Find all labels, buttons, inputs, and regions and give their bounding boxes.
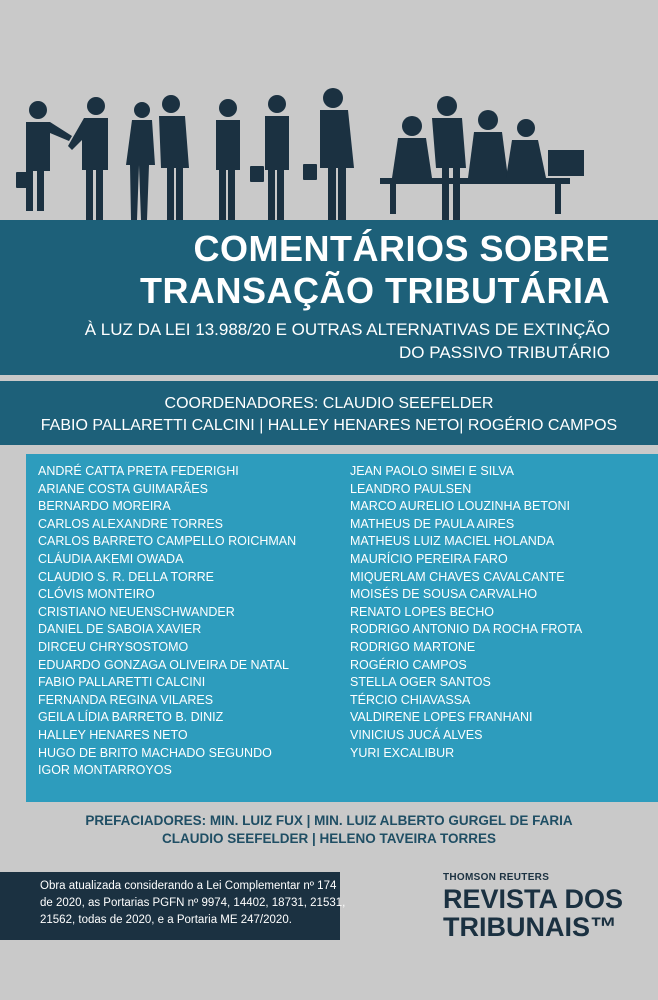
book-subtitle-line2: DO PASSIVO TRIBUTÁRIO — [399, 343, 610, 362]
author-name: CARLOS BARRETO CAMPELLO ROICHMAN — [38, 534, 297, 549]
author-name: JEAN PAOLO SIMEI E SILVA — [350, 464, 514, 478]
authors-box — [26, 454, 658, 802]
book-title-line2: TRANSAÇÃO TRIBUTÁRIA — [140, 270, 610, 311]
author-name: IGOR MONTARROYOS — [38, 763, 172, 778]
authors-column-right — [350, 463, 582, 762]
author-name: MAURÍCIO PEREIRA FARO — [350, 551, 508, 566]
author-name: FERNANDA REGINA VILARES — [38, 692, 214, 707]
author-name: GEILA LÍDIA BARRETO B. DINIZ — [38, 710, 224, 725]
author-name: STELLA OGER SANTOS — [350, 675, 491, 690]
publisher-logo — [443, 872, 623, 941]
author-name: RODRIGO MARTONE — [350, 639, 476, 654]
update-note-line2: de 2020, as Portarias PGFN nº 9974, 14402, 18731, 21531, — [40, 897, 346, 909]
author-name: BERNARDO MOREIRA — [38, 499, 171, 514]
author-name: HUGO DE BRITO MACHADO SEGUNDO — [38, 745, 272, 760]
author-name: VINICIUS JUCÁ ALVES — [350, 727, 483, 742]
authors-column-left — [38, 463, 296, 780]
author-name: MATHEUS DE PAULA AIRES — [350, 516, 515, 531]
author-name: CLÁUDIA AKEMI OWADA — [38, 551, 184, 566]
coordinators-line2: FABIO PALLARETTI CALCINI | HALLEY HENARES NETO| ROGÉRIO CAMPOS — [40, 417, 618, 434]
author-name: ANDRÉ CATTA PRETA FEDERIGHI — [38, 464, 239, 478]
publisher-name-line1: REVISTA DOS — [443, 884, 624, 914]
prefacers-line1: PREFACIADORES: MIN. LUIZ FUX | MIN. LUIZ ALBERTO GURGEL DE FARIA — [85, 813, 573, 828]
author-name: RODRIGO ANTONIO DA ROCHA FROTA — [350, 622, 583, 637]
author-name: EDUARDO GONZAGA OLIVEIRA DE NATAL — [38, 657, 289, 672]
author-name: MOISÉS DE SOUSA CARVALHO — [350, 587, 538, 602]
update-note-box — [0, 872, 346, 940]
author-name: CLÓVIS MONTEIRO — [38, 587, 155, 602]
author-name: CLAUDIO S. R. DELLA TORRE — [38, 569, 214, 584]
coordinators-line1: COORDENADORES: CLAUDIO SEEFELDER — [164, 395, 494, 412]
prefacers-line2: CLAUDIO SEEFELDER | HELENO TAVEIRA TORRES — [161, 831, 497, 846]
author-name: DIRCEU CHRYSOSTOMO — [38, 639, 189, 654]
author-name: MARCO AURELIO LOUZINHA BETONI — [350, 499, 570, 514]
author-name: DANIEL DE SABOIA XAVIER — [38, 622, 202, 637]
author-name: MIQUERLAM CHAVES CAVALCANTE — [350, 569, 565, 584]
update-note-line1: Obra atualizada considerando a Lei Complementar nº 174 — [40, 880, 337, 892]
author-name: FABIO PALLARETTI CALCINI — [38, 675, 206, 690]
author-name: ARIANE COSTA GUIMARÃES — [38, 481, 208, 496]
author-name: ROGÉRIO CAMPOS — [350, 657, 467, 672]
update-note-line3: 21562, todas de 2020, e a Portaria ME 247/2020. — [40, 914, 292, 926]
publisher-parent: THOMSON REUTERS — [443, 872, 550, 883]
author-name: RENATO LOPES BECHO — [350, 604, 495, 619]
author-name: TÉRCIO CHIAVASSA — [350, 692, 471, 707]
author-name: CRISTIANO NEUENSCHWANDER — [38, 604, 235, 619]
publisher-name-line2: TRIBUNAIS™ — [443, 912, 617, 942]
title-band — [0, 220, 658, 375]
book-subtitle-line1: À LUZ DA LEI 13.988/20 E OUTRAS ALTERNATIVAS DE EXTINÇÃO — [84, 320, 610, 339]
coordinators-band — [0, 381, 658, 445]
author-name: MATHEUS LUIZ MACIEL HOLANDA — [350, 534, 555, 549]
author-name: HALLEY HENARES NETO — [38, 727, 188, 742]
author-name: VALDIRENE LOPES FRANHANI — [350, 710, 533, 725]
author-name: YURI EXCALIBUR — [350, 745, 455, 760]
business-people-silhouettes — [0, 80, 658, 220]
book-title-line1: COMENTÁRIOS SOBRE — [193, 228, 610, 269]
author-name: CARLOS ALEXANDRE TORRES — [38, 516, 224, 531]
author-name: LEANDRO PAULSEN — [350, 481, 472, 496]
